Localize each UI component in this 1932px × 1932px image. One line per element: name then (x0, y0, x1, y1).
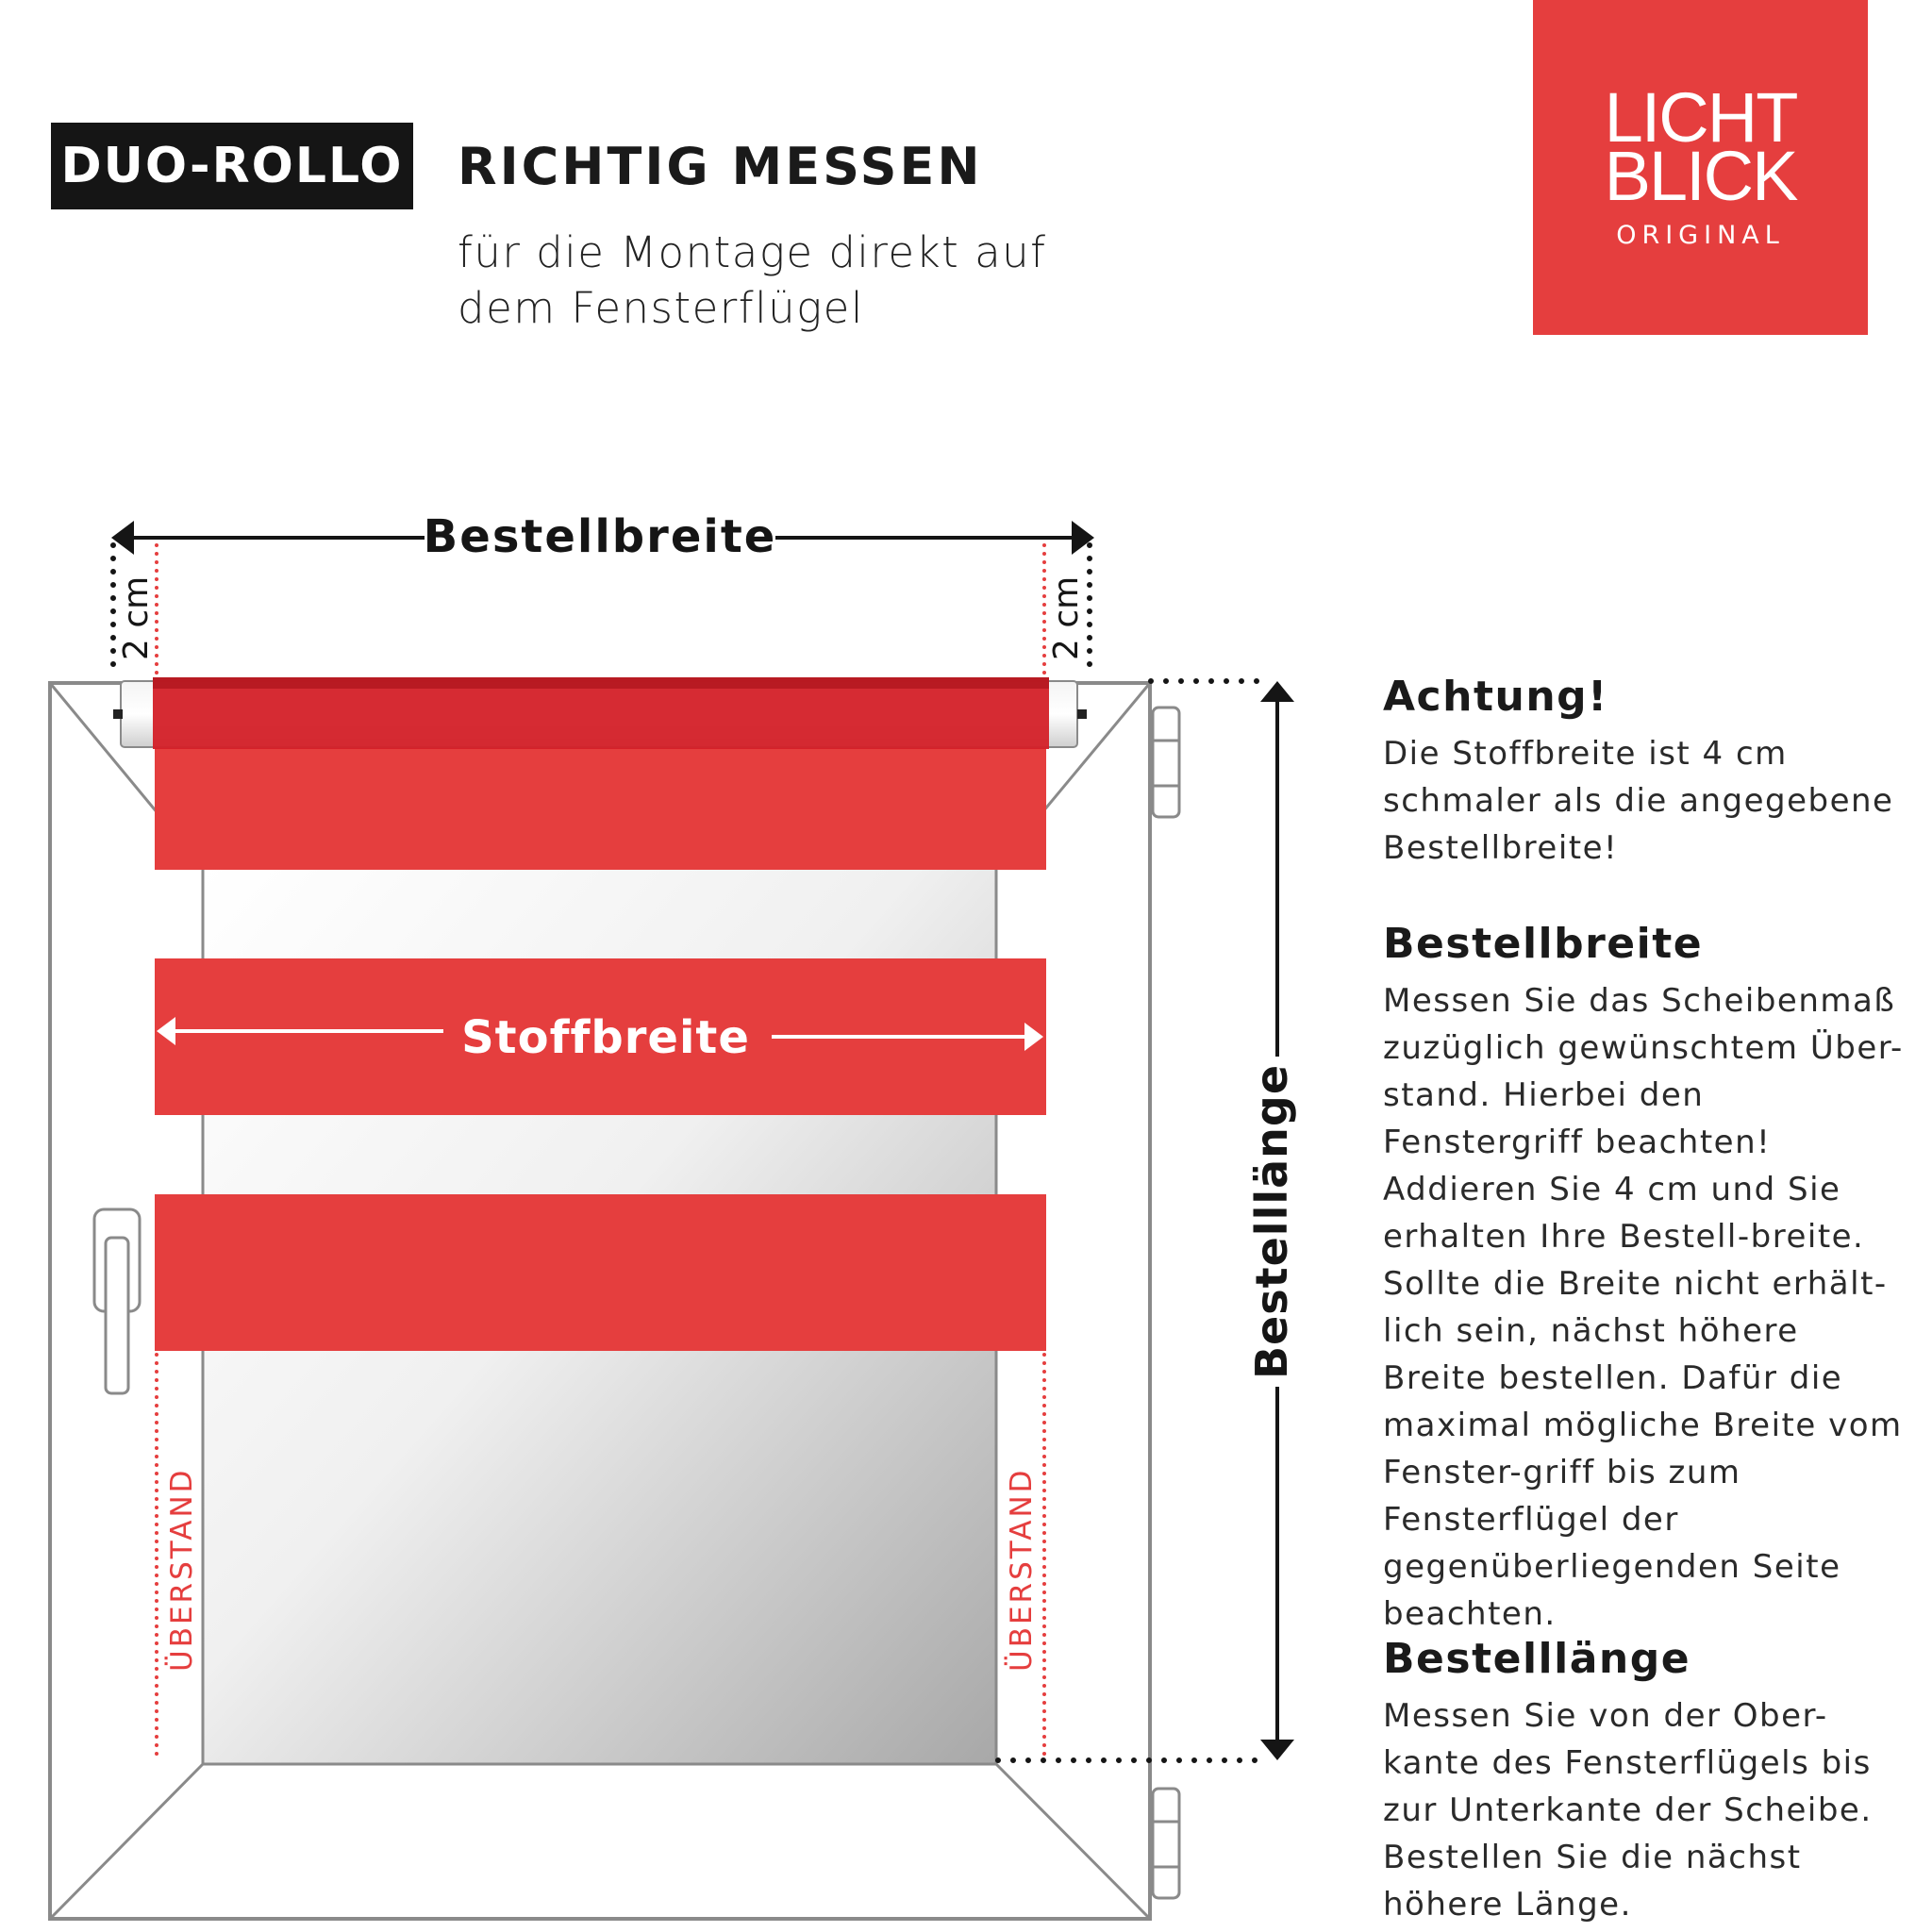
warning-section (1383, 670, 1911, 872)
overhang-left-label: ÜBERSTAND (165, 1467, 199, 1672)
product-badge: DUO-ROLLO (51, 123, 413, 209)
order-width-label: Bestellbreite (423, 510, 777, 563)
logo-subline: ORIGINAL (1616, 221, 1785, 250)
order-length-title: Bestelllänge (1383, 1635, 1691, 1683)
page-subtitle: für die Montage direkt auf dem Fensterflügel (458, 227, 1047, 333)
hinge-top (1153, 708, 1179, 817)
offset-left-label: 2 cm (117, 575, 156, 660)
roller-tube (113, 677, 1087, 749)
hinge-bottom (1153, 1789, 1179, 1898)
fabric-width-label: Stoffbreite (461, 1011, 750, 1064)
warning-title: Achtung! (1383, 673, 1608, 721)
page-title: RICHTIG MESSEN (458, 137, 983, 196)
order-width-text: Messen Sie das Scheibenmaß zuzüglich gewünschtem Über-stand. Hierbei den Fenstergriff beachten! Addieren Sie 4 cm und Sie erhalten Ihre Bestell-breite. Sollte die Breite nicht erhält-lich sein, nächst höhere Breite bestellen. Dafür die maximal mögliche Breite vom Fenster-griff bis zum Fensterflügel der gegenüberliegenden Seite beachten. (1383, 982, 1904, 1633)
fabric-stripe-bottom (155, 1194, 1046, 1351)
order-length-section (1383, 1632, 1911, 1928)
logo-line-2: BLICK (1604, 137, 1797, 215)
warning-text: Die Stoffbreite ist 4 cm schmaler als die angegebene Bestellbreite! (1383, 735, 1894, 867)
offset-right-label: 2 cm (1047, 575, 1086, 660)
order-width-section (1383, 917, 1911, 1638)
order-width-title: Bestellbreite (1383, 920, 1704, 968)
logo-line-1: LICHT (1604, 78, 1797, 157)
order-length-label: Bestelllänge (1246, 1063, 1297, 1380)
fabric-stripe-top (155, 736, 1046, 870)
order-length-text: Messen Sie von der Ober-kante des Fensterflügels bis zur Unterkante der Scheibe. Bestellen Sie die nächst höhere Länge. (1383, 1697, 1873, 1924)
overhang-right-label: ÜBERSTAND (1005, 1467, 1039, 1672)
